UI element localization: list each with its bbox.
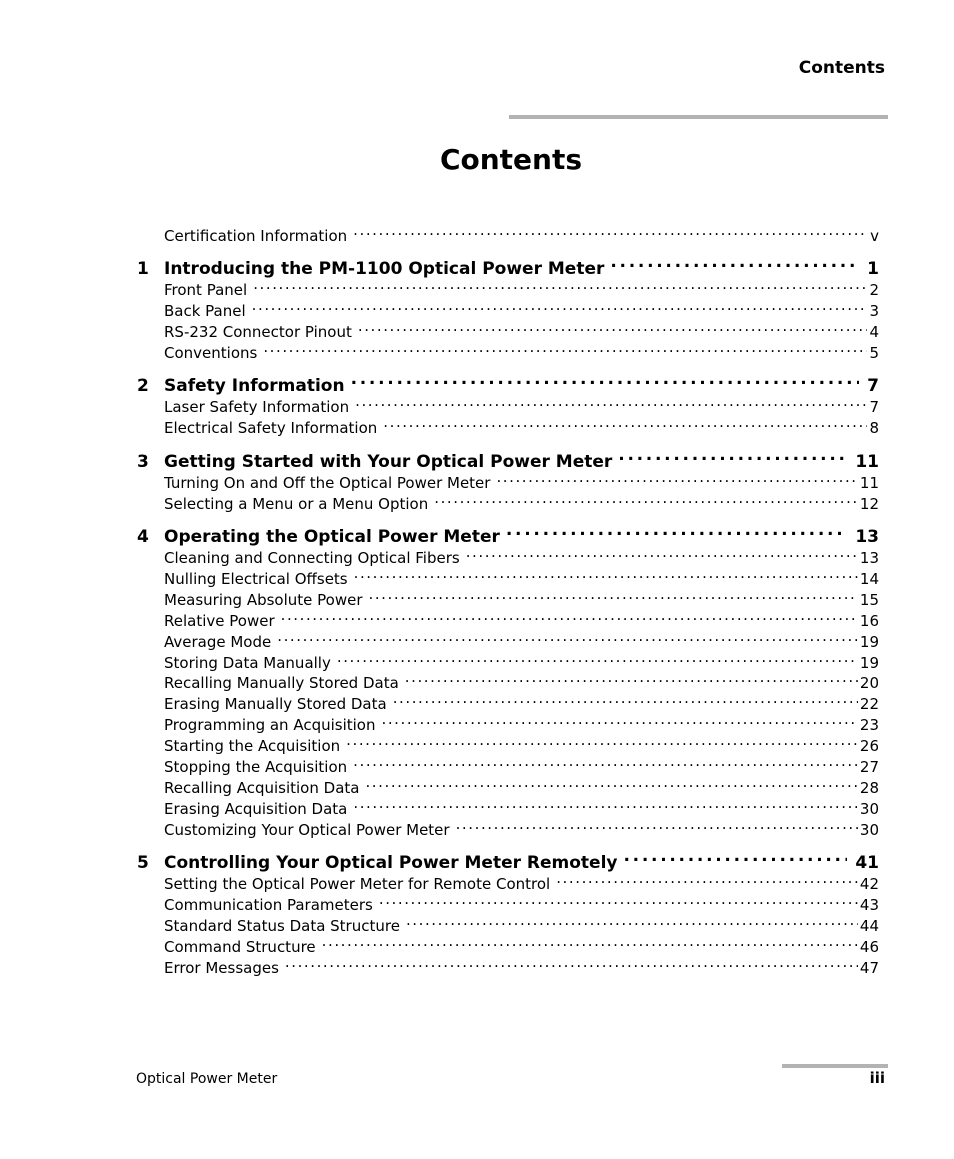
dot-leader: [379, 889, 858, 910]
toc-entry-page: 16: [859, 611, 879, 630]
dot-leader: [277, 626, 858, 647]
toc-entry-page: v: [870, 227, 879, 245]
chapter-title: Getting Started with Your Optical Power Meter: [164, 452, 613, 472]
toc-entry-page: 22: [859, 695, 879, 714]
toc-entry[interactable]: [164, 751, 879, 776]
toc-entry[interactable]: [164, 772, 879, 797]
toc-entry-page: 3: [869, 301, 879, 320]
dot-leader: [618, 443, 847, 467]
dot-leader: [358, 316, 868, 337]
toc-entry-page: 5: [869, 343, 879, 362]
toc-entry-label: Customizing Your Optical Power Meter: [164, 820, 450, 839]
toc-entry-label: Starting the Acquisition: [164, 737, 341, 756]
toc-entry[interactable]: [164, 542, 879, 567]
toc-entry[interactable]: [164, 931, 879, 956]
dot-leader: [506, 518, 847, 542]
dot-leader: [466, 542, 858, 563]
chapter-number: 5: [137, 853, 149, 873]
chapter-page: 13: [855, 527, 879, 547]
toc-entry[interactable]: [164, 584, 879, 609]
toc-entry-page: 19: [859, 653, 879, 672]
toc-entry-label: Nulling Electrical Offsets: [164, 569, 348, 588]
toc-entry-label: Recalling Manually Stored Data: [164, 674, 399, 693]
toc-entry[interactable]: [164, 647, 879, 672]
chapter-number: 2: [137, 376, 149, 396]
toc-entry-page: 46: [859, 937, 879, 956]
toc-entry-label: Turning On and Off the Optical Power Meter: [164, 474, 491, 492]
toc-entry-label: Stopping the Acquisition: [164, 758, 348, 776]
toc-entry-label: Average Mode: [164, 632, 272, 651]
toc-entry[interactable]: [164, 391, 879, 416]
toc-entry[interactable]: [164, 889, 879, 914]
toc-entry-label: Command Structure: [164, 937, 316, 956]
toc-entry-page: 12: [859, 494, 879, 513]
chapter-number: 4: [137, 527, 149, 547]
toc-chapter-2[interactable]: [137, 367, 879, 396]
toc-entry[interactable]: [164, 412, 879, 437]
toc-entry[interactable]: [164, 868, 879, 893]
toc-chapter-5[interactable]: [137, 844, 879, 873]
toc-entry-label: Selecting a Menu or a Menu Option: [164, 494, 429, 513]
toc-entry-label: RS-232 Connector Pinout: [164, 322, 352, 341]
toc-entry-label: Standard Status Data Structure: [164, 916, 400, 935]
page-title: Contents: [439, 143, 583, 176]
toc-entry-page: 4: [869, 322, 879, 341]
toc-entry-page: 20: [859, 674, 879, 693]
toc-entry-page: 44: [859, 916, 879, 935]
dot-leader: [393, 688, 858, 709]
dot-leader: [405, 667, 858, 688]
dot-leader: [252, 295, 868, 316]
dot-leader: [610, 250, 859, 274]
toc-entry[interactable]: [164, 467, 879, 492]
toc-entry-label: Programming an Acquisition: [164, 716, 376, 735]
toc-entry-page: 23: [859, 716, 879, 735]
toc-chapter-3[interactable]: [137, 443, 879, 472]
dot-leader: [337, 647, 858, 668]
toc-entry-page: 43: [859, 895, 879, 914]
toc-entry[interactable]: [164, 337, 879, 362]
toc-entry-label: Cleaning and Connecting Optical Fibers: [164, 549, 460, 567]
dot-leader: [406, 910, 858, 931]
dot-leader: [353, 220, 868, 241]
toc-entry[interactable]: [164, 563, 879, 588]
dot-leader: [623, 844, 847, 868]
chapter-number: 3: [137, 452, 149, 472]
dot-leader: [382, 709, 858, 730]
toc-chapter-1[interactable]: [137, 250, 879, 279]
header-rule: [509, 115, 888, 119]
chapter-page: 11: [855, 452, 879, 472]
chapter-page: 1: [867, 259, 879, 279]
toc-entry[interactable]: [164, 316, 879, 341]
toc-entry-page: 2: [869, 281, 879, 299]
toc-entry-label: Conventions: [164, 343, 258, 362]
dot-leader: [369, 584, 858, 605]
toc-entry-certification[interactable]: [164, 220, 879, 245]
footer-rule: [782, 1064, 888, 1068]
toc-entry[interactable]: [164, 295, 879, 320]
toc-entry-page: 7: [869, 398, 879, 416]
running-header: Contents: [798, 58, 885, 78]
dot-leader: [253, 274, 867, 295]
dot-leader: [434, 488, 858, 509]
toc-entry-label: Front Panel: [164, 281, 248, 299]
dot-leader: [353, 751, 858, 772]
toc-entry[interactable]: [164, 952, 879, 977]
toc-entry[interactable]: [164, 274, 879, 299]
toc-entry-label: Laser Safety Information: [164, 398, 350, 416]
toc-entry-page: 11: [859, 474, 879, 492]
toc-entry-label: Back Panel: [164, 301, 246, 320]
dot-leader: [263, 337, 867, 358]
chapter-number: 1: [137, 259, 149, 279]
dot-leader: [496, 467, 857, 488]
dot-leader: [354, 563, 858, 584]
dot-leader: [281, 605, 858, 626]
dot-leader: [285, 952, 858, 973]
toc-entry[interactable]: [164, 793, 879, 818]
toc-entry-label: Storing Data Manually: [164, 653, 331, 672]
toc-entry[interactable]: [164, 730, 879, 756]
dot-leader: [365, 772, 857, 793]
chapter-title: Operating the Optical Power Meter: [164, 527, 500, 547]
dot-leader: [355, 391, 867, 412]
toc-entry-page: 14: [859, 569, 879, 588]
chapter-title: Controlling Your Optical Power Meter Remotely: [164, 853, 618, 873]
dot-leader: [353, 793, 858, 814]
toc-entry-label: Erasing Acquisition Data: [164, 799, 348, 818]
toc-entry[interactable]: [164, 488, 879, 513]
toc-entry-label: Recalling Acquisition Data: [164, 778, 360, 797]
toc-entry[interactable]: [164, 605, 879, 630]
toc-entry-page: 28: [859, 778, 879, 797]
chapter-title: Introducing the PM-1100 Optical Power Meter: [164, 259, 605, 279]
toc-entry-page: 15: [859, 590, 879, 609]
toc-entry-label: Measuring Absolute Power: [164, 590, 363, 609]
toc-entry-label: Electrical Safety Information: [164, 418, 378, 437]
chapter-title: Safety Information: [164, 376, 345, 396]
footer-document-title: Optical Power Meter: [136, 1071, 278, 1087]
toc-entry-page: 8: [869, 418, 879, 437]
toc-entry-label: Erasing Manually Stored Data: [164, 695, 387, 714]
toc-entry[interactable]: [164, 688, 879, 714]
chapter-page: 41: [855, 853, 879, 873]
dot-leader: [351, 367, 860, 391]
toc-entry-label: Error Messages: [164, 958, 279, 977]
toc-entry-label: Communication Parameters: [164, 895, 373, 914]
chapter-page: 7: [867, 376, 879, 396]
toc-entry[interactable]: [164, 709, 879, 735]
toc-entry-page: 42: [859, 875, 879, 893]
toc-entry[interactable]: [164, 910, 879, 935]
toc-entry-label: Setting the Optical Power Meter for Remote Control: [164, 875, 551, 893]
footer-page-number: iii: [869, 1069, 885, 1087]
toc-entry[interactable]: [164, 814, 879, 839]
toc-entry-page: 27: [859, 758, 879, 776]
toc-entry-label: Certification Information: [164, 227, 348, 245]
toc-entry-page: 13: [859, 549, 879, 567]
dot-leader: [383, 412, 867, 433]
toc-entry-page: 19: [859, 632, 879, 651]
dot-leader: [556, 868, 858, 889]
dot-leader: [456, 814, 858, 835]
toc-entry-label: Relative Power: [164, 611, 275, 630]
toc-entry[interactable]: [164, 626, 879, 651]
toc-entry-page: 26: [859, 737, 879, 756]
toc-chapter-4[interactable]: [137, 518, 879, 547]
toc-entry-page: 30: [859, 799, 879, 818]
toc-entry-page: 47: [859, 958, 879, 977]
dot-leader: [322, 931, 858, 952]
toc-entry[interactable]: [164, 667, 879, 693]
toc-entry-page: 30: [859, 820, 879, 839]
dot-leader: [346, 730, 858, 751]
